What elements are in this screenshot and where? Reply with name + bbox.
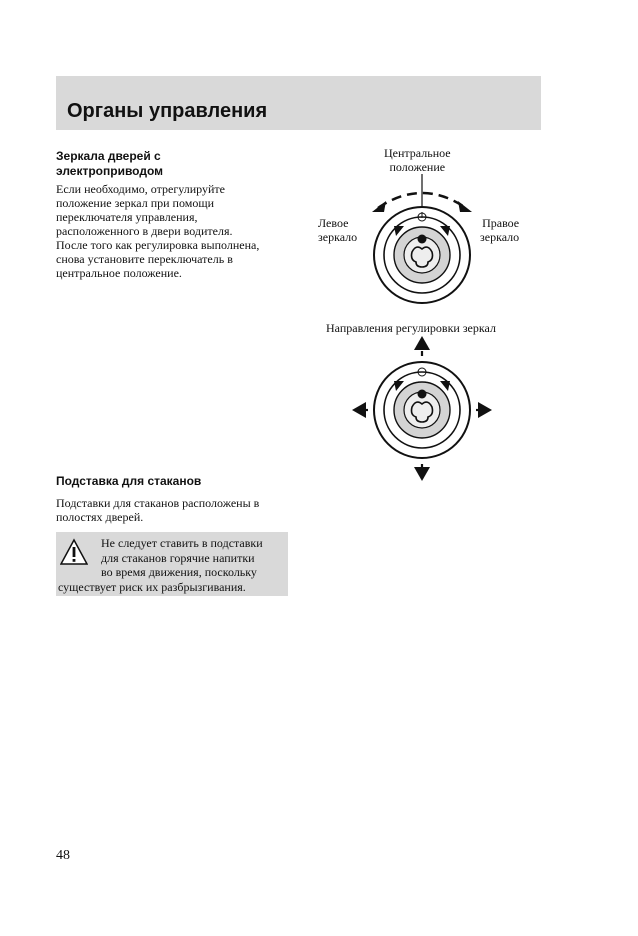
selector-knob-bottom — [352, 336, 492, 481]
right-mirror-label-line: Правое — [482, 216, 520, 230]
center-position-label-line: Центральное — [384, 146, 451, 160]
cupholder-body-line: полостях дверей. — [56, 510, 144, 524]
left-mirror-label-line: Левое — [318, 216, 349, 230]
mirrors-body-line: Если необходимо, отрегулируйте — [56, 182, 225, 196]
cupholder-heading: Подставка для стаканов — [56, 474, 202, 488]
arrow-right-icon — [478, 402, 492, 418]
page-title: Органы управления — [67, 100, 268, 122]
mirrors-body — [56, 182, 296, 280]
warning-text — [56, 536, 284, 594]
left-mirror-label-line: зеркало — [318, 230, 358, 244]
arrow-down-icon — [414, 467, 430, 481]
selector-knob-top — [372, 174, 472, 303]
arrow-left-icon — [352, 402, 366, 418]
warning-line: для стаканов горячие напитки — [101, 550, 255, 565]
cupholder-body — [56, 496, 296, 524]
page-number: 48 — [56, 848, 70, 863]
center-position-label-line: положение — [389, 160, 446, 174]
mirrors-body-line: центральное положение. — [56, 266, 182, 280]
arrow-head-left — [372, 201, 386, 212]
cupholder-body-line: Подставки для стаканов расположены в — [56, 496, 260, 510]
mirrors-heading-line: Зеркала дверей с — [56, 149, 161, 163]
mirrors-body-line: переключателя управления, — [56, 210, 198, 224]
warning-line: Не следует ставить в подставки — [101, 536, 263, 550]
mirrors-body-line: После того как регулировка выполнена, — [56, 238, 260, 252]
warning-line: во время движения, поскольку — [101, 565, 257, 579]
mirror-control-diagram — [300, 140, 540, 485]
mirrors-body-line: положение зеркал при помощи — [56, 196, 215, 210]
mirrors-body-line: расположенного в двери водителя. — [56, 224, 233, 238]
mirrors-heading-line: электроприводом — [56, 164, 164, 178]
mirrors-body-line: снова установите переключатель в — [56, 252, 233, 266]
warning-line: существует риск их разбрызгивания. — [58, 579, 246, 594]
mirrors-heading — [56, 149, 296, 179]
right-mirror-label-line: зеркало — [480, 230, 520, 244]
arrow-head-right — [458, 201, 472, 212]
arrow-up-icon — [414, 336, 430, 350]
directions-caption: Направления регулировки зеркал — [326, 321, 496, 335]
